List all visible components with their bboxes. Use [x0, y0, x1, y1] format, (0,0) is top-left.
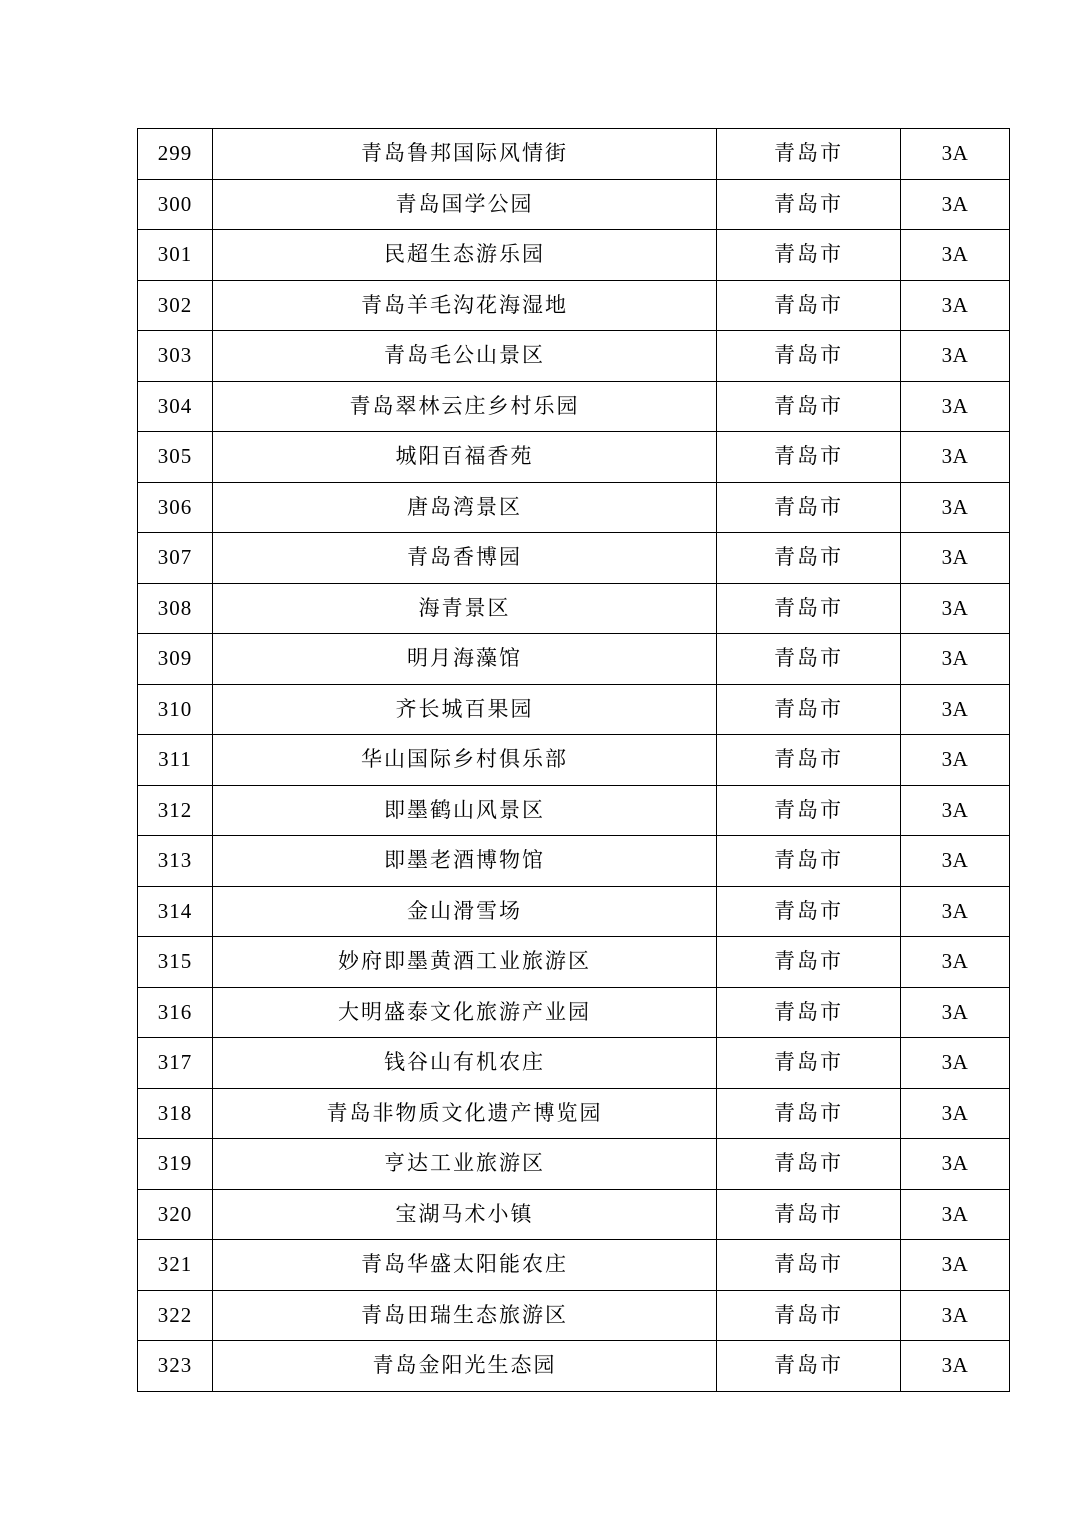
cell-name: 城阳百福香苑	[213, 432, 717, 483]
cell-level: 3A	[901, 230, 1010, 281]
cell-level: 3A	[901, 1240, 1010, 1291]
cell-level: 3A	[901, 129, 1010, 180]
cell-name: 钱谷山有机农庄	[213, 1038, 717, 1089]
cell-name: 民超生态游乐园	[213, 230, 717, 281]
table-row	[138, 785, 1010, 836]
cell-city: 青岛市	[717, 1038, 901, 1089]
cell-name: 青岛香博园	[213, 533, 717, 584]
cell-level: 3A	[901, 482, 1010, 533]
cell-index: 304	[138, 381, 213, 432]
cell-name: 亨达工业旅游区	[213, 1139, 717, 1190]
cell-name: 青岛翠林云庄乡村乐园	[213, 381, 717, 432]
cell-city: 青岛市	[717, 129, 901, 180]
cell-city: 青岛市	[717, 684, 901, 735]
cell-city: 青岛市	[717, 1139, 901, 1190]
table-row	[138, 432, 1010, 483]
cell-city: 青岛市	[717, 230, 901, 281]
table-row	[138, 1088, 1010, 1139]
cell-index: 321	[138, 1240, 213, 1291]
cell-level: 3A	[901, 785, 1010, 836]
table-row	[138, 583, 1010, 634]
cell-city: 青岛市	[717, 987, 901, 1038]
cell-name: 齐长城百果园	[213, 684, 717, 735]
cell-level: 3A	[901, 886, 1010, 937]
cell-city: 青岛市	[717, 482, 901, 533]
cell-city: 青岛市	[717, 533, 901, 584]
cell-city: 青岛市	[717, 634, 901, 685]
cell-level: 3A	[901, 179, 1010, 230]
table-row	[138, 129, 1010, 180]
cell-index: 303	[138, 331, 213, 382]
cell-city: 青岛市	[717, 1240, 901, 1291]
cell-name: 明月海藻馆	[213, 634, 717, 685]
cell-index: 302	[138, 280, 213, 331]
cell-level: 3A	[901, 1088, 1010, 1139]
cell-name: 青岛鲁邦国际风情街	[213, 129, 717, 180]
table-row	[138, 684, 1010, 735]
cell-city: 青岛市	[717, 1290, 901, 1341]
cell-city: 青岛市	[717, 381, 901, 432]
cell-city: 青岛市	[717, 583, 901, 634]
cell-city: 青岛市	[717, 735, 901, 786]
cell-level: 3A	[901, 735, 1010, 786]
table-row	[138, 634, 1010, 685]
table-row	[138, 230, 1010, 281]
cell-index: 305	[138, 432, 213, 483]
cell-level: 3A	[901, 684, 1010, 735]
cell-name: 华山国际乡村俱乐部	[213, 735, 717, 786]
table-row	[138, 1038, 1010, 1089]
table-row	[138, 1290, 1010, 1341]
table-row	[138, 179, 1010, 230]
cell-name: 青岛金阳光生态园	[213, 1341, 717, 1392]
cell-index: 309	[138, 634, 213, 685]
cell-level: 3A	[901, 381, 1010, 432]
cell-index: 306	[138, 482, 213, 533]
table-row	[138, 836, 1010, 887]
cell-city: 青岛市	[717, 1088, 901, 1139]
table-row	[138, 482, 1010, 533]
cell-level: 3A	[901, 1038, 1010, 1089]
cell-city: 青岛市	[717, 1189, 901, 1240]
table-body	[138, 129, 1010, 1392]
table-row	[138, 1341, 1010, 1392]
cell-index: 323	[138, 1341, 213, 1392]
cell-level: 3A	[901, 1341, 1010, 1392]
cell-level: 3A	[901, 836, 1010, 887]
table-row	[138, 1139, 1010, 1190]
cell-index: 307	[138, 533, 213, 584]
cell-name: 青岛羊毛沟花海湿地	[213, 280, 717, 331]
cell-city: 青岛市	[717, 179, 901, 230]
cell-index: 322	[138, 1290, 213, 1341]
cell-name: 唐岛湾景区	[213, 482, 717, 533]
cell-index: 318	[138, 1088, 213, 1139]
cell-index: 319	[138, 1139, 213, 1190]
cell-name: 青岛国学公园	[213, 179, 717, 230]
table-row	[138, 533, 1010, 584]
cell-level: 3A	[901, 1290, 1010, 1341]
cell-index: 315	[138, 937, 213, 988]
cell-index: 320	[138, 1189, 213, 1240]
scenic-area-table	[137, 128, 1010, 1392]
cell-city: 青岛市	[717, 1341, 901, 1392]
cell-name: 青岛田瑞生态旅游区	[213, 1290, 717, 1341]
cell-level: 3A	[901, 280, 1010, 331]
cell-city: 青岛市	[717, 937, 901, 988]
table-row	[138, 735, 1010, 786]
cell-index: 313	[138, 836, 213, 887]
table-row	[138, 381, 1010, 432]
cell-level: 3A	[901, 1189, 1010, 1240]
table-row	[138, 1189, 1010, 1240]
cell-level: 3A	[901, 1139, 1010, 1190]
cell-index: 308	[138, 583, 213, 634]
cell-index: 312	[138, 785, 213, 836]
cell-name: 大明盛泰文化旅游产业园	[213, 987, 717, 1038]
cell-level: 3A	[901, 432, 1010, 483]
cell-index: 314	[138, 886, 213, 937]
cell-index: 300	[138, 179, 213, 230]
cell-index: 301	[138, 230, 213, 281]
table-row	[138, 1240, 1010, 1291]
cell-city: 青岛市	[717, 432, 901, 483]
cell-name: 即墨老酒博物馆	[213, 836, 717, 887]
cell-name: 青岛非物质文化遗产博览园	[213, 1088, 717, 1139]
cell-name: 海青景区	[213, 583, 717, 634]
cell-level: 3A	[901, 533, 1010, 584]
cell-level: 3A	[901, 987, 1010, 1038]
table-row	[138, 987, 1010, 1038]
table-row	[138, 280, 1010, 331]
cell-city: 青岛市	[717, 836, 901, 887]
cell-index: 311	[138, 735, 213, 786]
cell-name: 宝湖马术小镇	[213, 1189, 717, 1240]
cell-index: 299	[138, 129, 213, 180]
cell-city: 青岛市	[717, 331, 901, 382]
cell-level: 3A	[901, 331, 1010, 382]
cell-city: 青岛市	[717, 785, 901, 836]
cell-level: 3A	[901, 937, 1010, 988]
cell-city: 青岛市	[717, 280, 901, 331]
cell-name: 金山滑雪场	[213, 886, 717, 937]
cell-name: 青岛毛公山景区	[213, 331, 717, 382]
cell-name: 青岛华盛太阳能农庄	[213, 1240, 717, 1291]
cell-city: 青岛市	[717, 886, 901, 937]
cell-index: 317	[138, 1038, 213, 1089]
cell-name: 妙府即墨黄酒工业旅游区	[213, 937, 717, 988]
cell-level: 3A	[901, 583, 1010, 634]
table-row	[138, 331, 1010, 382]
cell-index: 316	[138, 987, 213, 1038]
cell-level: 3A	[901, 634, 1010, 685]
table-row	[138, 937, 1010, 988]
cell-name: 即墨鹤山风景区	[213, 785, 717, 836]
cell-index: 310	[138, 684, 213, 735]
table-row	[138, 886, 1010, 937]
